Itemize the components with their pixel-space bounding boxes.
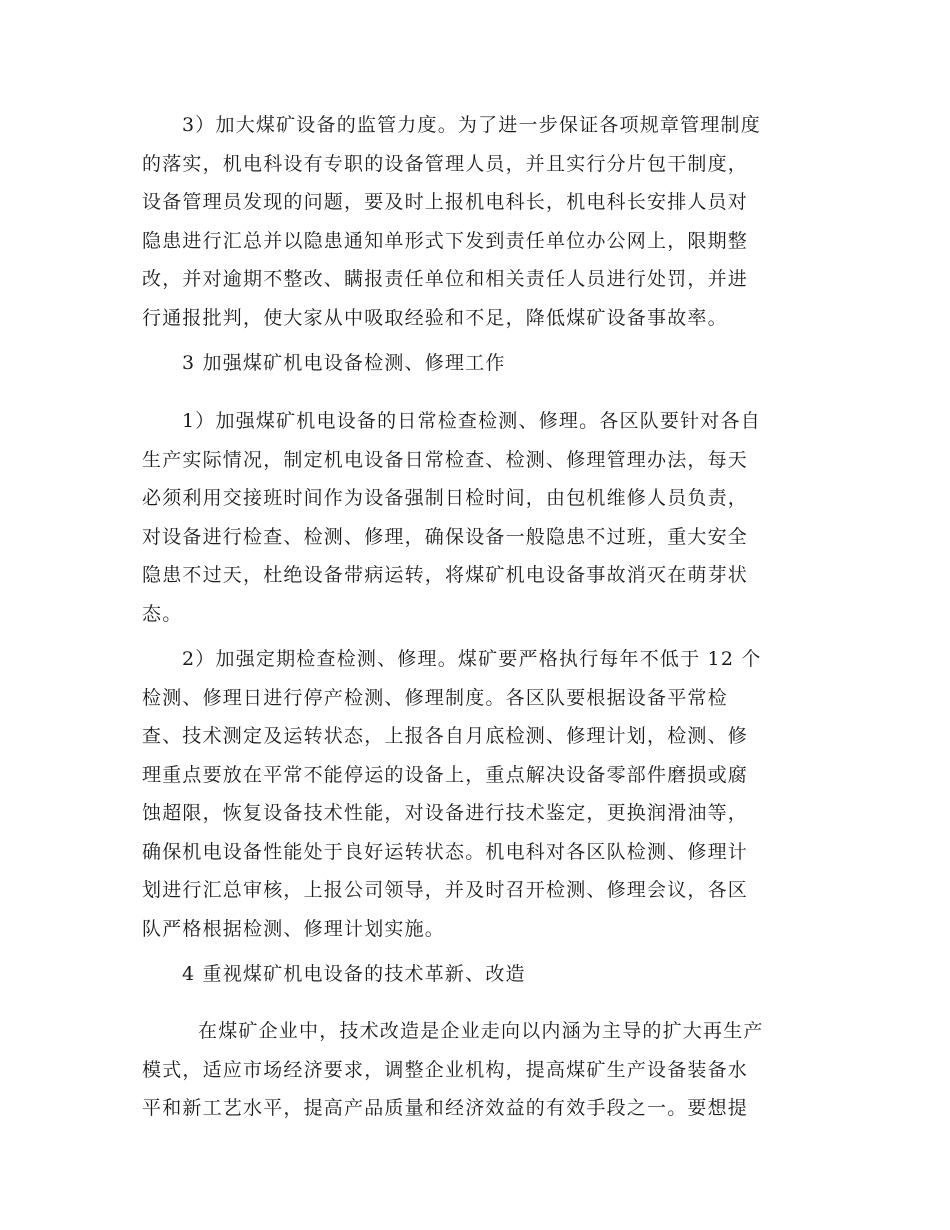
text-line: 2）加强定期检查检测、修理。煤矿要严格执行每年不低于 12 个: [182, 648, 762, 670]
paragraph-daily-inspection: [142, 402, 810, 633]
text-line: 平和新工艺水平，提高产品质量和经济效益的有效手段之一。要想提: [142, 1097, 749, 1119]
text-line: 行通报批判，使大家从中吸取经验和不足，降低煤矿设备事故率。: [142, 306, 728, 329]
section-heading-innovation: [142, 955, 810, 994]
section-heading-inspection: [142, 344, 810, 383]
text-line: 队严格根据检测、修理计划实施。: [142, 917, 446, 940]
text-line: 在煤矿企业中，技术改造是企业走向以内涵为主导的扩大再生产: [198, 1020, 764, 1042]
text-line: 的落实，机电科设有专职的设备管理人员，并且实行分片包干制度，: [142, 152, 749, 175]
text-line: 查、技术测定及运转状态，上报各自月底检测、修理计划，检测、修: [142, 725, 749, 747]
heading-text: 4 重视煤矿机电设备的技术革新、改造: [182, 963, 526, 985]
paragraph-periodic-inspection: [142, 640, 810, 948]
paragraph-technical-reform: [142, 1012, 810, 1128]
text-line: 3）加大煤矿设备的监管力度。为了进一步保证各项规章管理制度: [182, 114, 761, 136]
text-line: 隐患进行汇总并以隐患通知单形式下发到责任单位办公网上，限期整: [142, 229, 749, 252]
text-line: 确保机电设备性能处于良好运转状态。机电科对各区队检测、修理计: [142, 840, 749, 863]
text-line: 理重点要放在平常不能停运的设备上，重点解决设备零部件磨损或腐: [142, 763, 749, 786]
heading-text: 3 加强煤矿机电设备检测、修理工作: [182, 352, 506, 374]
text-line: 蚀超限，恢复设备技术性能，对设备进行技术鉴定，更换润滑油等，: [142, 802, 749, 824]
text-line: 态。: [142, 602, 183, 625]
text-line: 划进行汇总审核，上报公司领导，并及时召开检测、修理会议，各区: [142, 879, 749, 901]
text-line: 1）加强煤矿机电设备的日常检查检测、修理。各区队要针对各自: [182, 410, 761, 432]
text-line: 生产实际情况，制定机电设备日常检查、检测、修理管理办法，每天: [142, 448, 749, 471]
text-line: 隐患不过天，杜绝设备带病运转，将煤矿机电设备事故消灭在萌芽状: [142, 564, 749, 586]
text-line: 对设备进行检查、检测、修理，确保设备一般隐患不过班，重大安全: [142, 525, 749, 548]
text-line: 检测、修理日进行停产检测、修理制度。各区队要根据设备平常检: [142, 686, 728, 709]
text-line: 模式，适应市场经济要求，调整企业机构，提高煤矿生产设备装备水: [142, 1058, 749, 1081]
text-line: 设备管理员发现的问题，要及时上报机电科长，机电科长安排人员对: [142, 191, 749, 213]
paragraph-equipment-supervision: [142, 106, 810, 337]
text-line: 必须利用交接班时间作为设备强制日检时间，由包机维修人员负责，: [142, 487, 749, 509]
text-line: 改，并对逾期不整改、瞒报责任单位和相关责任人员进行处罚，并进: [142, 268, 749, 290]
